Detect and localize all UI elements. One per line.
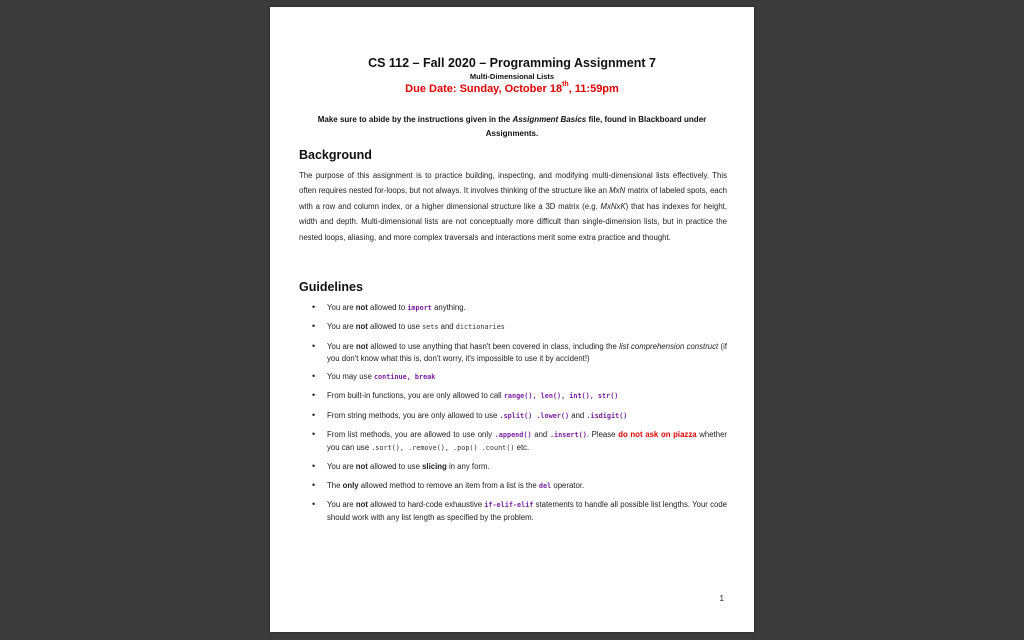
guideline-item: • From string methods, you are only allowed to use .split() .lower() and .isdigit(): [312, 409, 628, 420]
guideline-item: • You are not allowed to import anything.: [312, 302, 466, 312]
guideline-item: • From list methods, you are allowed to use only .append() and .insert(). Please do not ask on piazza whether you can use .sort(), .remove(), .pop() .count() etc.: [312, 429, 727, 452]
background-paragraph: The purpose of this assignment is to practice building, inspecting, and modifying multi-dimensional lists effectively. This often requires nested for-loops, but not always. It involves thinking of the structure like an MxN matrix of labeled spots, each with a row and column index, or a higher dimensional structure like a 3D matrix (e.g. MxNxK) that has indexes for height, width and depth. Multi-dimensional lists are not conceptually more difficult than single-dimension lists, but in practice the nested loops, aliasing, and more complex traversals and interactions merit some extra practice and thought.: [299, 171, 727, 242]
bullet-icon: •: [312, 302, 316, 312]
background-heading: Background: [299, 148, 372, 162]
document-page: [270, 7, 754, 632]
guideline-item: • You are not allowed to hard-code exhaustive if-elif-elif statements to handle all possible list lengths. Your code should work with any list length as specified by the problem.: [312, 499, 727, 522]
bullet-icon: •: [312, 370, 316, 381]
guideline-item: • You may use continue, break: [312, 370, 436, 381]
instructions-notice: Make sure to abide by the instructions given in the Assignment Basics file, found in Blackboard under Assignments.: [317, 115, 707, 138]
guideline-item: • You are not allowed to use anything that hasn't been covered in class, including the list comprehension construct (if you don't know what this is, don't worry, it's impossible to use it by accident!): [312, 340, 728, 363]
assignment-basics-reference: Assignment Basics: [512, 115, 587, 124]
bullet-icon: •: [312, 409, 316, 420]
guidelines-heading: Guidelines: [299, 280, 363, 294]
due-date: Due Date: Sunday, October 18th, 11:59pm: [405, 81, 619, 95]
page-number: 1: [719, 594, 724, 603]
guideline-item: • The only allowed method to remove an item from a list is the del operator.: [312, 479, 585, 490]
bullet-icon: •: [312, 479, 316, 490]
guidelines-list: [299, 302, 727, 530]
bullet-icon: •: [312, 390, 316, 401]
guideline-item: • From built-in functions, you are only allowed to call range(), len(), int(), str(): [312, 390, 619, 401]
bullet-icon: •: [312, 340, 316, 351]
bullet-icon: •: [312, 461, 316, 472]
bullet-icon: •: [312, 499, 316, 510]
bullet-icon: •: [312, 321, 316, 332]
guideline-item: • You are not allowed to use slicing in any form.: [312, 461, 490, 472]
guideline-item: • You are not allowed to use sets and dictionaries: [312, 321, 505, 332]
document-title: CS 112 – Fall 2020 – Programming Assignment 7: [368, 56, 656, 70]
document-subtitle: Multi-Dimensional Lists: [469, 72, 555, 81]
bullet-icon: •: [312, 429, 316, 440]
